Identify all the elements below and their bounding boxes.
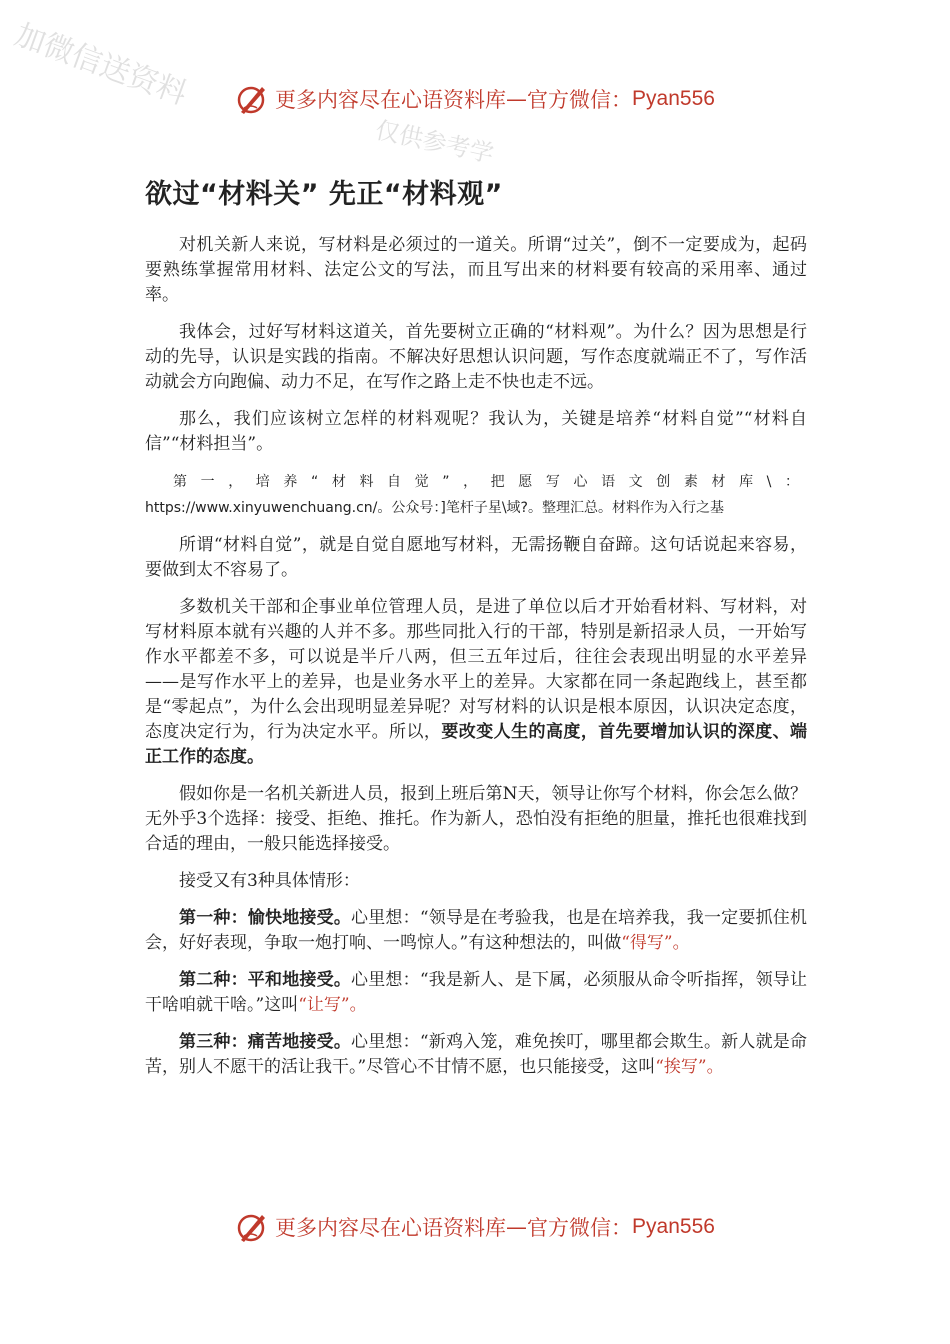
watermark-text: 加微信送资料 xyxy=(10,17,192,112)
banner-brand: 更多内容尽在心语资料库 xyxy=(275,88,507,112)
banner-wechat-id: Pyan556 xyxy=(632,87,715,110)
paragraph-6-text: 多数机关干部和企事业单位管理人员，是进了单位以后才开始看材料、写材料，对写材料原本就有兴趣的人并不多。那些同批入行的干部，特别是新招录人员，一开始写作水平都差不多，可以说是半斤八两，但三五年过后，往往会表现出明显的水平差异——是写作水平上的差异，也是业务水平上的差异。大家都在同一条起跑线上，甚至都是“零起点”，为什么会出现明显差异呢？对写材料的认识是根本原因，认识决定态度，态度决定行为，行为决定水平。所以， xyxy=(145,597,807,742)
paragraph-10-text: 心里想：“我是新人、是下属，必须服从命令听指挥，领导让干啥咱就干啥。”这叫 xyxy=(145,970,807,1015)
paragraph-9 xyxy=(145,906,807,956)
paragraph-9-highlight: “得写”。 xyxy=(621,933,690,953)
paragraph-11 xyxy=(145,1030,807,1080)
paragraph-10-heading: 第二种：平和地接受。 xyxy=(179,970,352,990)
paragraph-3: 那么，我们应该树立怎样的材料观呢？我认为，关键是培养“材料自觉”“材料自信”“材料担当”。 xyxy=(145,409,807,454)
banner-separator: — xyxy=(506,1215,528,1239)
paragraph-1: 对机关新人来说，写材料是必须过的一道关。所谓“过关”，倒不一定要成为，起码要熟练掌握常用材料、法定公文的写法，而且写出来的材料要有较高的采用率、通过率。 xyxy=(145,235,807,305)
header-banner xyxy=(0,82,950,116)
paragraph-9-heading: 第一种：愉快地接受。 xyxy=(179,908,352,928)
paragraph-4-url-text: https://www.xinyuwenchuang.cn/。公众号：]笔杆子星\域?。整理汇总。材料作为入行之基 xyxy=(145,500,724,516)
banner-brand: 更多内容尽在心语资料库 xyxy=(275,1216,507,1240)
paragraph-4 xyxy=(145,469,807,521)
document-title: 欲过“材料关” 先正“材料观” xyxy=(145,179,503,210)
paragraph-10-highlight: “让写”。 xyxy=(298,995,367,1015)
banner-wechat-label: 官方微信： xyxy=(527,1216,633,1240)
paragraph-5: 所谓“材料自觉”，就是自觉自愿地写材料，无需扬鞭自奋蹄。这句话说起来容易，要做到太不容易了。 xyxy=(145,535,807,580)
paragraph-6-emphasis: 要改变人生的高度，首先要增加认识的深度、端正工作的态度。 xyxy=(145,722,808,767)
paragraph-6 xyxy=(145,595,807,770)
paragraph-11-text: 心里想：“新鸡入笼，难免挨叮，哪里都会欺生。新人就是命苦，别人不愿干的活让我干。”尽管心不甘情不愿，也只能接受，这叫 xyxy=(145,1032,807,1077)
paragraph-11-highlight: “挨写”。 xyxy=(655,1057,724,1077)
paragraph-10 xyxy=(145,968,807,1018)
banner-separator: — xyxy=(506,87,528,111)
banner-wechat-label: 官方微信： xyxy=(527,88,633,112)
footer-banner xyxy=(0,1210,950,1244)
pen-logo-icon xyxy=(235,82,269,116)
paragraph-9-text: 心里想：“领导是在考验我，也是在培养我，我一定要抓住机会，好好表现，争取一炮打响、一鸣惊人。”有这种想法的，叫做 xyxy=(145,908,807,953)
paragraph-7: 假如你是一名机关新进人员，报到上班后第N天，领导让你写个材料，你会怎么做？无外乎3个选择：接受、拒绝、推托。作为新人，恐怕没有拒绝的胆量，推托也很难找到合适的理由，一般只能选择接受。 xyxy=(145,784,807,854)
watermark-text-secondary: 仅供参考学 xyxy=(372,115,497,169)
banner-wechat-id: Pyan556 xyxy=(632,1215,715,1238)
document-body xyxy=(145,172,807,1092)
paragraph-2: 我体会，过好写材料这道关，首先要树立正确的“材料观”。为什么？因为思想是行动的先导，认识是实践的指南。不解决好思想认识问题，写作态度就端正不了，写作活动就会方向跑偏、动力不足，在写作之路上走不快也走不远。 xyxy=(145,322,807,392)
paragraph-4-heading: 第一，培养“材料自觉”，把愿写心语文创素材库\： xyxy=(173,474,807,490)
paragraph-11-heading: 第三种：痛苦地接受。 xyxy=(179,1032,352,1052)
pen-logo-icon xyxy=(235,1210,269,1244)
paragraph-8: 接受又有3种具体情形： xyxy=(179,871,360,891)
